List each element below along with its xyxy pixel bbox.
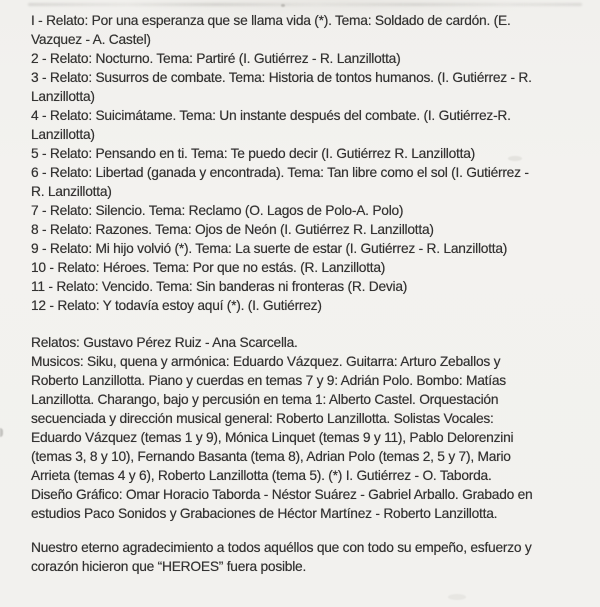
- text-line: Diseño Gráfico: Omar Horacio Taborda - Néstor Suárez - Gabriel Arballo. Grabado en: [31, 487, 533, 502]
- text-line: Vazquez - A. Castel): [31, 32, 151, 47]
- text-line: 11 - Relato: Vencido. Tema: Sin banderas ni fronteras (R. Devia): [31, 279, 408, 294]
- text-line: 7 - Relato: Silencio. Tema: Reclamo (O. Lagos de Polo-A. Polo): [31, 203, 404, 218]
- text-line: 12 - Relato: Y todavía estoy aquí (*). (I. Gutiérrez): [31, 298, 322, 313]
- text-line: corazón hicieron que “HEROES” fuera posible.: [31, 559, 307, 574]
- text-line: I - Relato: Por una esperanza que se llama vida (*). Tema: Soldado de cardón. (E.: [31, 13, 511, 28]
- text-line: 5 - Relato: Pensando en ti. Tema: Te puedo decir (I. Gutiérrez R. Lanzillotta): [31, 146, 475, 161]
- text-line: Nuestro eterno agradecimiento a todos aquéllos que con todo su empeño, esfuerzo y: [31, 540, 532, 555]
- text-line: 6 - Relato: Libertad (ganada y encontrada). Tema: Tan libre como el sol (I. Gutiérrez -: [31, 165, 529, 180]
- text-line: 3 - Relato: Susurros de combate. Tema: Historia de tontos humanos. (I. Gutiérrez - R.: [31, 70, 532, 85]
- text-line: R. Lanzillotta): [31, 184, 112, 199]
- text-line: 4 - Relato: Suicimátame. Tema: Un instante después del combate. (I. Gutiérrez-R.: [31, 108, 511, 123]
- text-line: Lanzillotta. Charango, bajo y percusión en tema 1: Alberto Castel. Orquestación: [31, 392, 499, 407]
- text-line: 8 - Relato: Razones. Tema: Ojos de Neón (I. Gutiérrez R. Lanzillotta): [31, 222, 434, 237]
- scan-smudge: [448, 594, 466, 600]
- text-line: Eduardo Vázquez (temas 1 y 9), Mónica Linquet (temas 9 y 11), Pablo Delorenzini: [31, 430, 514, 445]
- text-line: 2 - Relato: Nocturno. Tema: Partiré (I. Gutiérrez - R. Lanzillotta): [31, 51, 401, 66]
- acknowledgement-paragraph: [31, 538, 582, 576]
- text-line: Relatos: Gustavo Pérez Ruiz - Ana Scarcella.: [31, 335, 298, 350]
- text-line: Roberto Lanzillotta. Piano y cuerdas en temas 7 y 9: Adrián Polo. Bombo: Matías: [31, 373, 506, 388]
- text-line: Musicos: Siku, quena y armónica: Eduardo Vázquez. Guitarra: Arturo Zeballos y: [31, 354, 501, 369]
- text-line: secuenciada y dirección musical general: Roberto Lanzillotta. Solistas Vocales:: [31, 411, 494, 426]
- text-line: estudios Paco Sonidos y Grabaciones de Héctor Martínez - Roberto Lanzillotta.: [31, 506, 498, 521]
- text-line: 10 - Relato: Héroes. Tema: Por que no estás. (R. Lanzillotta): [31, 260, 386, 275]
- text-line: Lanzillotta): [31, 127, 95, 142]
- track-list: [31, 11, 582, 315]
- text-line: 9 - Relato: Mi hijo volvió (*). Tema: La suerte de estar (I. Gutiérrez - R. Lanzillotta): [31, 241, 508, 256]
- credits-paragraph: [31, 333, 582, 523]
- text-line: (temas 3, 8 y 10), Fernando Basanta (tema 8), Adrian Polo (temas 2, 5 y 7), Mario: [31, 449, 511, 464]
- text-line: Lanzillotta): [31, 89, 95, 104]
- text-line: Arrieta (temas 4 y 6), Roberto Lanzillotta (tema 5). (*) I. Gutiérrez - O. Taborda.: [31, 468, 492, 483]
